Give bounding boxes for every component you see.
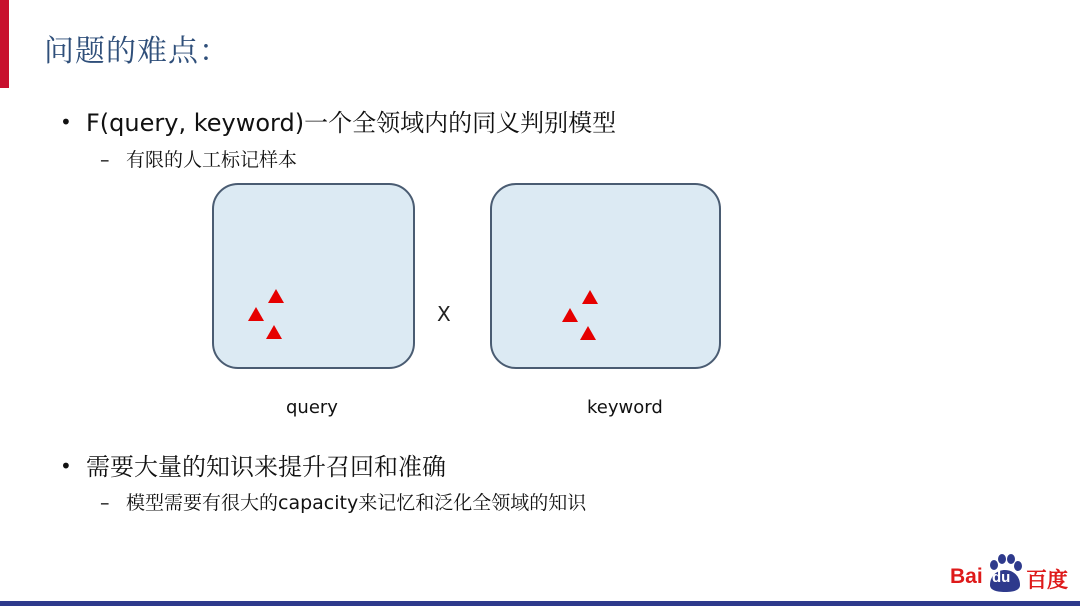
sample-marker	[580, 326, 596, 340]
title-accent-bar	[0, 0, 9, 88]
sub-bullet-text: 模型需要有很大的capacity来记忆和泛化全领域的知识	[126, 492, 587, 514]
bullet-text: F(query, keyword)一个全领域内的同义判别模型	[86, 109, 617, 137]
cross-product-symbol: X	[437, 302, 451, 326]
sample-marker	[562, 308, 578, 322]
sample-marker	[582, 290, 598, 304]
query-caption: query	[286, 397, 338, 418]
logo-paw-text: du	[992, 569, 1011, 586]
bullet-item-2	[60, 447, 446, 482]
sub-bullet-text: 有限的人工标记样本	[126, 149, 298, 171]
sub-bullet-marker: –	[100, 492, 110, 514]
keyword-space-box	[490, 183, 721, 369]
sub-bullet-marker: –	[100, 149, 110, 171]
slide-title: 问题的难点：	[44, 34, 230, 69]
footer-line	[0, 601, 1080, 606]
keyword-caption: keyword	[587, 397, 663, 418]
bullet-marker: •	[60, 454, 72, 478]
sample-marker	[248, 307, 264, 321]
sub-bullet-item-1	[100, 145, 297, 172]
bullet-text: 需要大量的知识来提升召回和准确	[86, 453, 446, 481]
bullet-marker: •	[60, 110, 72, 134]
query-space-box	[212, 183, 415, 369]
sub-bullet-item-2	[100, 488, 586, 515]
logo-chinese-text: 百度	[1026, 568, 1068, 592]
logo-latin-text: Bai	[950, 565, 983, 588]
sample-marker	[266, 325, 282, 339]
bullet-item-1	[60, 103, 616, 138]
sample-marker	[268, 289, 284, 303]
